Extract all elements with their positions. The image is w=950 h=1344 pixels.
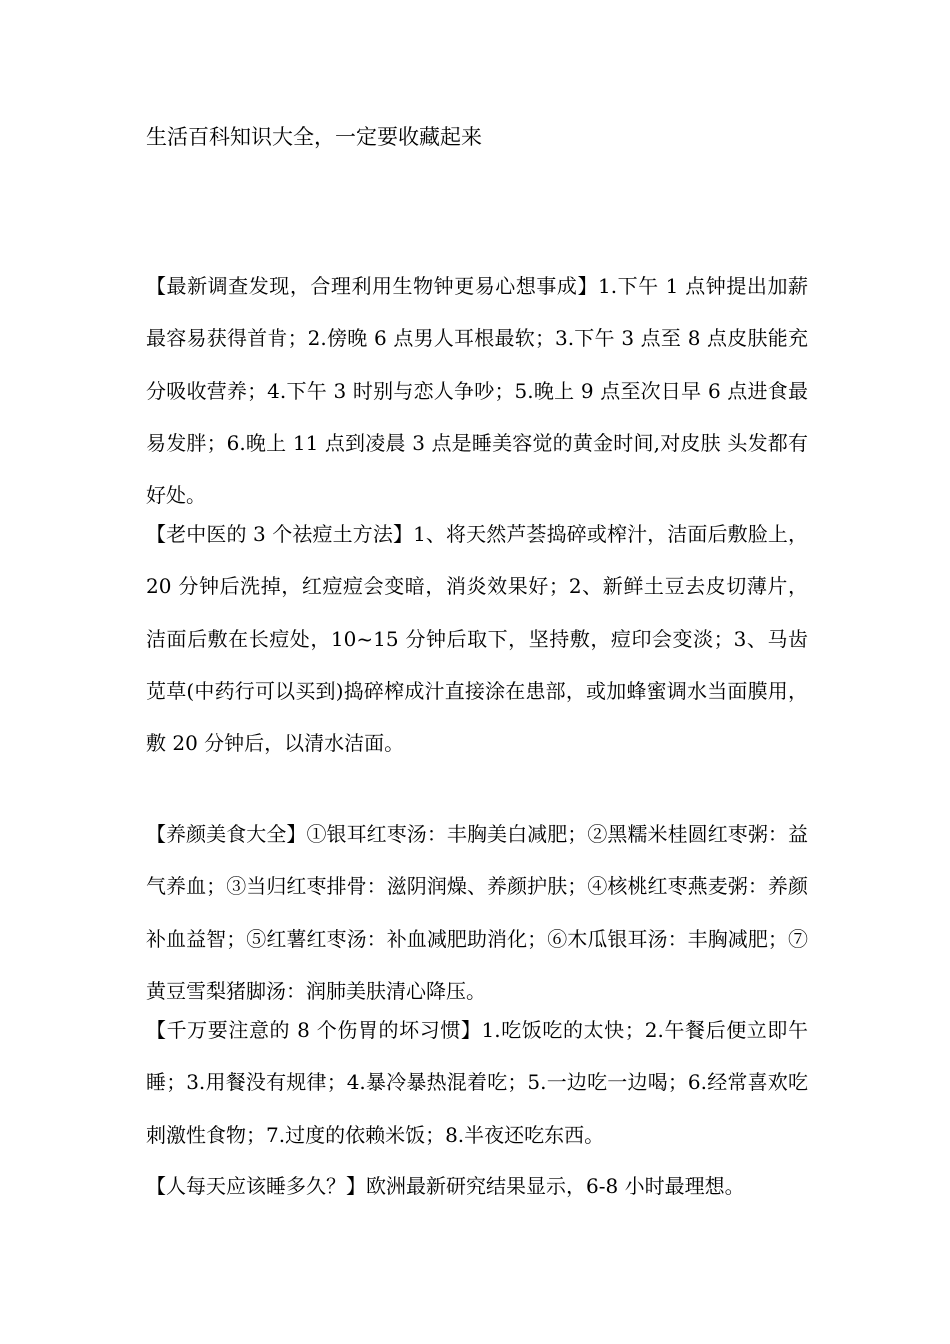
paragraph-beauty-foods: 【养颜美食大全】①银耳红枣汤：丰胸美白减肥；②黑糯米桂圆红枣粥：益气养血；③当归红枣排骨：滋阴润燥、养颜护肤；④核桃红枣燕麦粥：养颜补血益智；⑤红薯红枣汤：补血减肥助消化；⑥木瓜银耳汤：丰胸减肥；⑦黄豆雪梨猪脚汤：润肺美肤清心降压。 [146, 822, 808, 1003]
paragraph-biological-clock: 【最新调查发现，合理利用生物钟更易心想事成】1.下午 1 点钟提出加薪最容易获得首肯；2.傍晚 6 点男人耳根最软；3.下午 3 点至 8 点皮肤能充分吸收营养；4.下午 3 时别与恋人争吵；5.晚上 9 点至次日早 6 点进食最易发胖；6.晚上 11 点到凌晨 3 点是睡美容觉的黄金时间,对皮肤 头发都有好处。 [146, 274, 808, 508]
document-title: 生活百科知识大全，一定要收藏起来 [146, 125, 482, 149]
paragraph-sleep-duration: 【人每天应该睡多久？】欧洲最新研究结果显示，6-8 小时最理想。 [146, 1174, 745, 1198]
paragraph-stomach-habits: 【千万要注意的 8 个伤胃的坏习惯】1.吃饭吃的太快；2.午餐后便立即午睡；3.用餐没有规律；4.暴冷暴热混着吃；5.一边吃一边喝；6.经常喜欢吃刺激性食物；7.过度的依赖米饭；8.半夜还吃东西。 [146, 1018, 808, 1147]
paragraph-acne-remedies: 【老中医的 3 个祛痘土方法】1、将天然芦荟捣碎或榨汁，洁面后敷脸上，20 分钟后洗掉，红痘痘会变暗，消炎效果好；2、新鲜土豆去皮切薄片，洁面后敷在长痘处，10~15 分钟后取下，坚持敷，痘印会变淡；3、马齿苋草(中药行可以买到)捣碎榨成汁直接涂在患部，或加蜂蜜调水当面膜用，敷 20 分钟后，以清水洁面。 [146, 522, 808, 756]
